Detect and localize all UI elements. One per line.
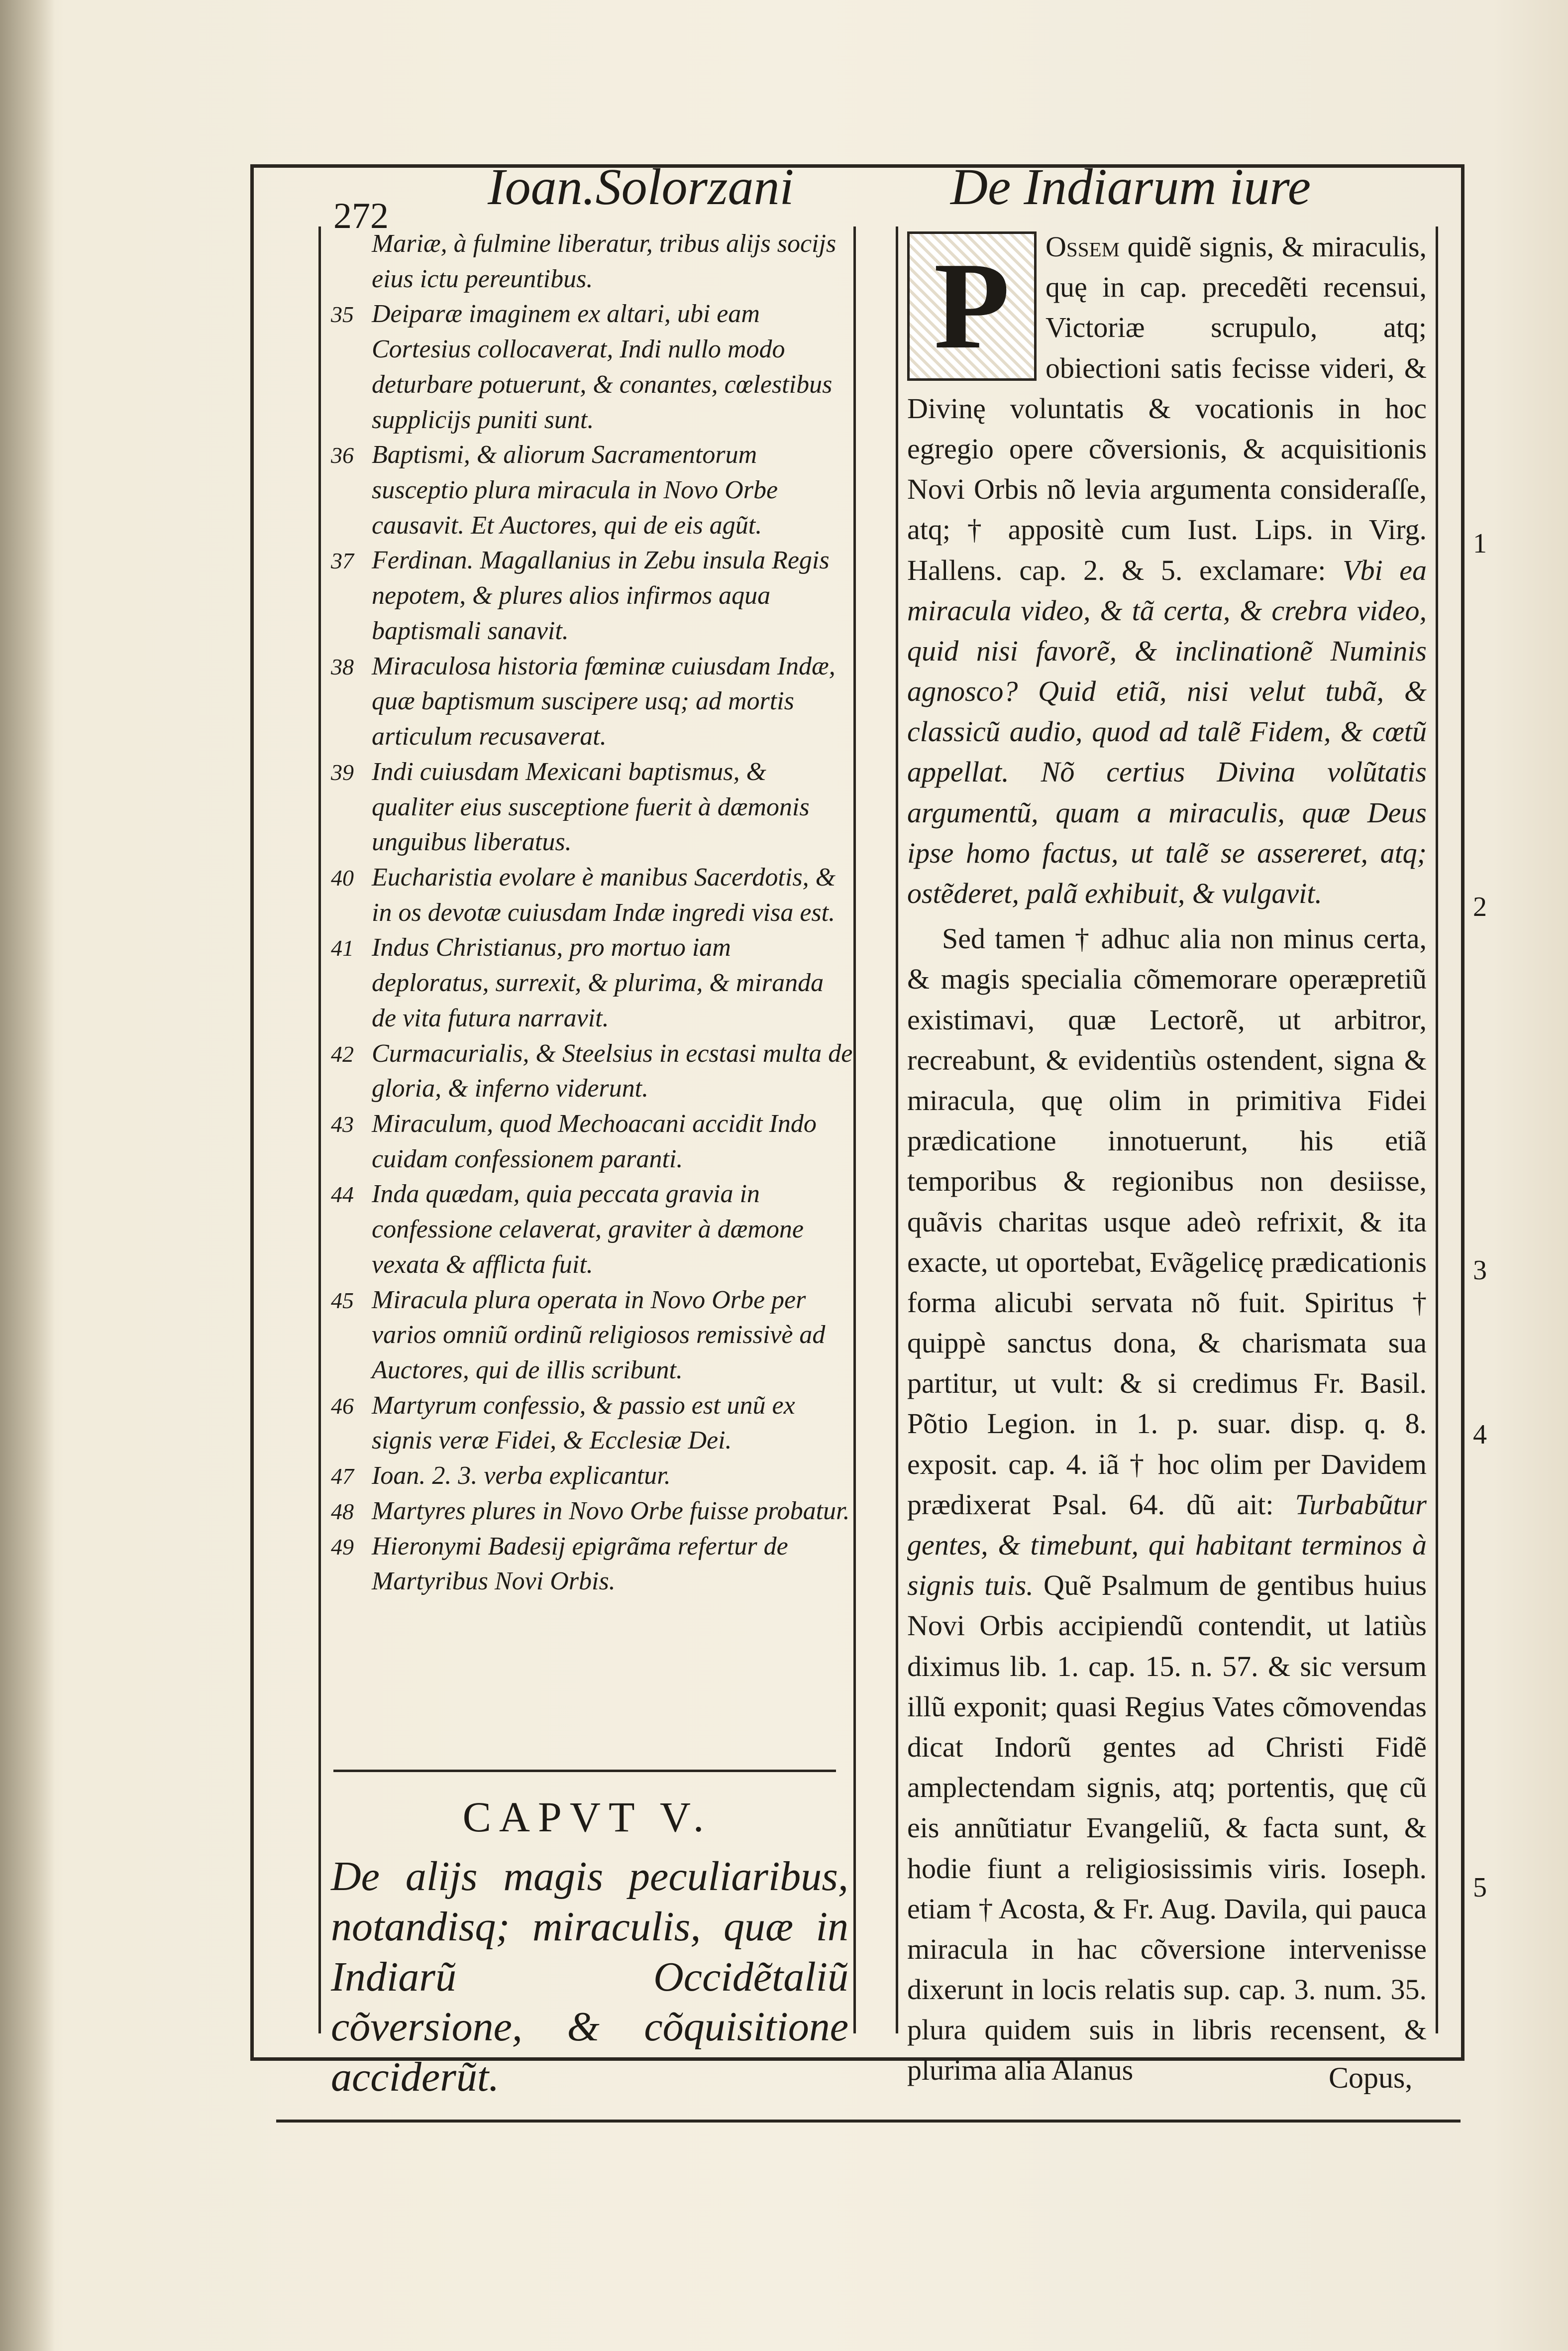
- summary-number: 45: [331, 1287, 354, 1313]
- opening-word: Ossem: [1045, 230, 1120, 263]
- body-text: [898, 226, 1436, 2091]
- lipsius-quote: Vbi ea miracula video, & tã certa, & crebra video, quid nisi favorẽ, & inclinationẽ Numinis agnosco? Quid etiã, nisi velut tubã, & classicũ audio, quod ad talẽ Fidem, & cœtũ appellat. Nõ certius Divina volũtatis argumentũ, quam a miraculis, quæ Deus ipse homo factus, ut talẽ se assereret, atq; ostẽderet, palã exhibuit, & vulgavit.: [907, 554, 1427, 909]
- summary-number: 47: [331, 1463, 354, 1489]
- summary-number: 35: [331, 302, 354, 328]
- margin-note-number: 2: [1473, 892, 1487, 922]
- summary-number: 36: [331, 443, 354, 468]
- drop-cap-letter: P: [934, 237, 1010, 375]
- summary-item: 37 Ferdinan. Magallanius in Zebu insula Regis nepotem, & plures alios infirmos aqua baptismali sanavit.: [331, 546, 830, 645]
- page-header: [318, 149, 1463, 236]
- summary-column: [318, 226, 856, 2033]
- margin-note-number: 1: [1473, 528, 1487, 559]
- summary-number: 40: [331, 865, 354, 891]
- summary-item: 49 Hieronymi Badesij epigrãma refertur de Martyribus Novi Orbis.: [331, 1532, 788, 1596]
- summary-item: 48 Martyres plures in Novo Orbe fuisse probatur.: [331, 1494, 853, 1529]
- summary-number: 37: [331, 548, 354, 574]
- margin-note-number: 3: [1473, 1255, 1487, 1286]
- summary-number: 44: [331, 1182, 354, 1208]
- summary-item: 47 Ioan. 2. 3. verba explicantur.: [331, 1458, 853, 1494]
- summary-item: 40 Eucharistia evolare è manibus Sacerdotis, & in os devotæ cuiusdam Indæ ingredi visa est.: [331, 863, 836, 927]
- page-number: 272: [333, 196, 389, 236]
- running-title-right: De Indiarum iure: [950, 158, 1311, 216]
- chapter-title: CAPVT V.: [462, 1793, 712, 1841]
- running-title-left: Ioan.Solorzani: [488, 158, 794, 216]
- summary-item: 39 Indi cuiusdam Mexicani baptismus, & qualiter eius susceptione fuerit à dæmonis unguibus liberatus.: [331, 757, 810, 857]
- summary-number: 41: [331, 935, 354, 961]
- summary-item: 46 Martyrum confessio, & passio est unũ ex signis veræ Fidei, & Ecclesiæ Dei.: [331, 1391, 795, 1455]
- binding-gutter: [0, 0, 55, 2351]
- summary-item: 35 Deiparæ imaginem ex altari, ubi eam Cortesius collocaverat, Indi nullo modo deturbare potuerunt, & conantes, cœlestibus supplicijs puniti sunt.: [331, 300, 833, 434]
- summary-item: 41 Indus Christianus, pro mortuo iam deploratus, surrexit, & plurima, & miranda de vita futura narravit.: [331, 933, 824, 1032]
- chapter-subtitle: De alijs magis peculiaribus, notandisq; miraculis, quæ in Indiarũ Occidẽtaliũ cõversione, & cõquisitione acciderũt.: [331, 1853, 848, 2101]
- summary-number: 38: [331, 654, 354, 679]
- summary-list: [321, 226, 853, 1599]
- summary-number: 43: [331, 1111, 354, 1137]
- summary-item: 45 Miracula plura operata in Novo Orbe per varios omniũ ordinũ religiosos remissivè ad Auctores, qui de illis scribunt.: [331, 1285, 826, 1384]
- catchword: Copus,: [1329, 2061, 1413, 2094]
- margin-note-number: 4: [1473, 1419, 1487, 1450]
- ornamental-initial: [907, 231, 1037, 381]
- margin-note-number: 5: [1473, 1872, 1487, 1903]
- summary-item: 44 Inda quædam, quia peccata gravia in confessione celaverat, graviter à dæmone vexata & afflicta fuit.: [331, 1180, 804, 1279]
- chapter-rule: [333, 1770, 836, 1772]
- summary-item: 43 Miraculum, quod Mechoacani accidit Indo cuidam confessionem paranti.: [331, 1109, 817, 1173]
- summary-item: 38 Miraculosa historia fœminæ cuiusdam Indæ, quæ baptismum suscipere usq; ad mortis articulum recusaverat.: [331, 652, 836, 751]
- psalm-quote: Turbabũtur gentes, & timebunt, qui habitant terminos à signis tuis.: [907, 1488, 1427, 1602]
- paragraph-2: Sed tamen † adhuc alia non minus certa, & magis specialia cõmemorare operæpretiũ existimavi, quæ Lectorẽ, ut arbitror, recreabunt, & evidentiùs ostendent, signa & miracula, quę olim in primitiva Fidei prædicatione innotuerunt, his etiã temporibus & regionibus non desiisse, quãvis charitas usque adeò refrixit, & ita exacte, ut oportebat, Evãgelicę prædicationis forma alicubi servata nõ fuit. Spiritus † quippè sanctus dona, & charismata sua partitur, ut vult: & si credimus Fr. Basil. Põtio Legion. in 1. p. suar. disp. q. 8. exposit. cap. 4. iã † hoc olim per Davidem prædixerat Psal. 64. dũ ait: Turbabũtur gentes, & timebunt, qui habitant terminos à signis tuis. Quẽ Psalmum de gentibus huius Novi Orbis accipiendũ contendit, ut latiùs diximus lib. 1. cap. 15. n. 57. & sic versum illũ exponit; quasi Regius Vates cõmovendas dicat Indorũ gentes ad Christi Fidẽ amplectendam signis, atq; portentis, quę cũ eis annũtiatur Evangeliũ, & facta sunt, & hodie fiunt a religiosissimis viris. Ioseph. etiam † Acosta, & Fr. Aug. Davila, qui pauca miracula in hac cõversione intervenisse dixerunt in locis relatis sup. cap. 3. num. 35. plura quidem suis in libris recensent, & plurima alia Alanus: [907, 922, 1427, 2087]
- summary-item: 36 Baptismi, & aliorum Sacramentorum susceptio plura miracula in Novo Orbe causavit. Et Auctores, qui de eis agũt.: [331, 441, 778, 540]
- bottom-rule: [276, 2120, 1461, 2123]
- summary-item: Mariæ, à fulmine liberatur, tribus alijs socijs eius ictu pereuntibus.: [372, 229, 836, 293]
- summary-item: 42 Curmacurialis, & Steelsius in ecstasi multa de gloria, & inferno viderunt.: [331, 1039, 853, 1103]
- paragraph-1: quidẽ signis, & miraculis, quę in cap. precedẽti recensui, Victoriæ scrupulo, atq; obiectioni satis fecisse videri, & Divinę voluntatis & vocationis in hoc egregio opere cõversionis, & acquisitionis Novi Orbis nõ levia argumenta consideraſſe, atq; † appositè cum Iust. Lips. in Virg. Hallens. cap. 2. & 5. exclamare:: [907, 230, 1427, 586]
- summary-number: 42: [331, 1041, 354, 1067]
- summary-number: 39: [331, 759, 354, 785]
- summary-number: 46: [331, 1393, 354, 1419]
- summary-number: 49: [331, 1534, 354, 1560]
- summary-number: 48: [331, 1498, 354, 1524]
